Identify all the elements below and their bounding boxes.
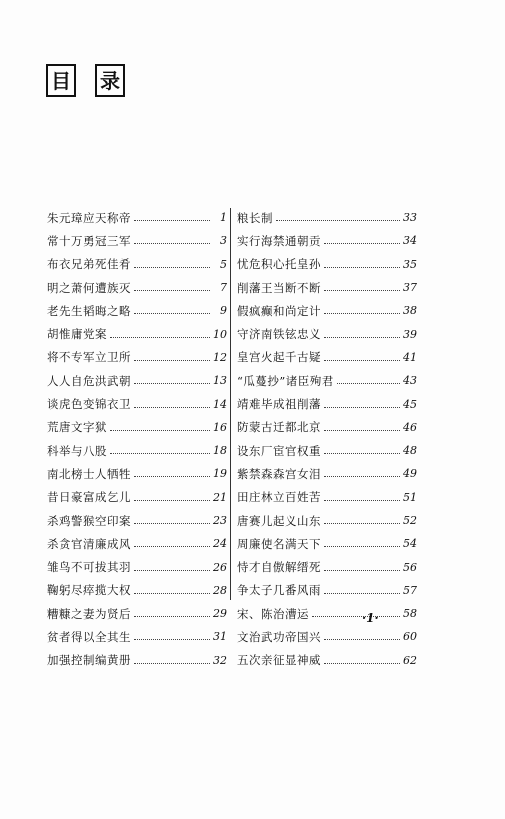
toc-entry: [47, 439, 227, 462]
toc-entry-title: “瓜蔓抄”诸臣殉君: [237, 373, 334, 388]
toc-entry: [47, 299, 227, 322]
toc-entry: [237, 625, 417, 648]
toc-entry: [237, 462, 417, 485]
toc-entry-page: 37: [403, 281, 417, 295]
toc-entry: [237, 206, 417, 229]
toc-leader-dots: [324, 360, 400, 361]
toc-leader-dots: [276, 220, 400, 221]
toc-entry-page: 35: [403, 257, 417, 271]
toc-entry-page: 46: [403, 420, 417, 434]
toc-entry-title: 粮长制: [237, 210, 273, 225]
toc-entry: [237, 299, 417, 322]
toc-entry: [237, 602, 417, 625]
toc-entry-page: 1: [220, 211, 227, 225]
toc-entry-title: 唐赛儿起义山东: [237, 513, 321, 528]
toc-leader-dots: [134, 500, 210, 501]
toc-entry-title: 明之萧何遭族灭: [47, 280, 131, 295]
toc-leader-dots: [324, 570, 400, 571]
toc-entry-title: 鞠躬尽瘁揽大权: [47, 583, 131, 598]
toc-leader-dots: [324, 546, 400, 547]
toc-leader-dots: [324, 663, 400, 664]
toc-leader-dots: [324, 290, 400, 291]
toc-entry-title: 田庄林立百姓苦: [237, 490, 321, 505]
toc-entry-page: 19: [213, 467, 227, 481]
toc-entry-title: 将不专军立卫所: [47, 350, 131, 365]
toc-entry-page: 29: [213, 607, 227, 621]
toc-entry: [47, 532, 227, 555]
toc-entry-page: 13: [213, 374, 227, 388]
toc-entry-title: 皇宫火起千古疑: [237, 350, 321, 365]
toc-entry: [47, 509, 227, 532]
toc-entry-page: 28: [213, 583, 227, 597]
toc-leader-dots: [324, 639, 400, 640]
toc-entry: [47, 229, 227, 252]
toc-entry: [47, 392, 227, 415]
table-of-contents: [47, 206, 419, 668]
toc-leader-dots: [134, 523, 210, 524]
toc-leader-dots: [134, 570, 210, 571]
toc-entry-title: 布衣兄弟死佳肴: [47, 257, 131, 272]
toc-leader-dots: [134, 476, 210, 477]
toc-entry: [237, 322, 417, 345]
toc-leader-dots: [134, 267, 210, 268]
toc-entry-page: 52: [403, 514, 417, 527]
toc-leader-dots: [134, 663, 210, 664]
toc-entry-page: 26: [213, 560, 227, 574]
toc-entry: [237, 486, 417, 509]
toc-leader-dots: [324, 430, 400, 431]
toc-entry-page: 3: [220, 234, 227, 248]
toc-entry-title: 周廉使名满天下: [237, 536, 321, 551]
toc-entry: [47, 555, 227, 578]
toc-leader-dots: [324, 476, 400, 477]
toc-entry: [237, 532, 417, 555]
toc-entry: [237, 392, 417, 415]
toc-entry: [237, 649, 417, 672]
title-char-2-box: [95, 64, 125, 97]
toc-entry: [237, 253, 417, 276]
title-char-2: 录: [100, 68, 120, 93]
toc-entry: [47, 649, 227, 672]
toc-entry-page: 32: [213, 653, 227, 667]
toc-entry: [47, 579, 227, 602]
toc-entry-page: 21: [213, 490, 227, 504]
toc-entry: [237, 276, 417, 299]
toc-entry-title: 争太子几番风雨: [237, 583, 321, 598]
toc-leader-dots: [324, 243, 400, 244]
toc-entry-title: 设东厂宦官权重: [237, 443, 321, 458]
toc-entry: [47, 416, 227, 439]
toc-entry-page: 18: [213, 444, 227, 458]
toc-entry-title: 忧危积心托皇孙: [237, 257, 321, 272]
toc-leader-dots: [134, 290, 210, 291]
toc-entry-page: 16: [213, 420, 227, 434]
toc-entry-title: 谈虎色变锦衣卫: [47, 397, 131, 412]
toc-leader-dots: [337, 383, 400, 384]
toc-leader-dots: [134, 383, 210, 384]
toc-entry: [47, 253, 227, 276]
toc-entry-title: 假疯癫和尚定计: [237, 303, 321, 318]
toc-entry-title: 雏鸟不可拔其羽: [47, 560, 131, 575]
toc-entry: [47, 486, 227, 509]
toc-leader-dots: [324, 267, 400, 268]
toc-entry-title: 宋、陈治漕运: [237, 606, 309, 621]
toc-leader-dots: [324, 500, 400, 501]
toc-entry-title: 糟糠之妻为贤后: [47, 606, 131, 621]
toc-entry: [237, 416, 417, 439]
toc-entry-title: 削藩王当断不断: [237, 280, 321, 295]
toc-left-column: [47, 206, 227, 672]
toc-entry: [237, 229, 417, 252]
toc-entry: [237, 579, 417, 602]
toc-entry: [47, 602, 227, 625]
toc-leader-dots: [134, 360, 210, 361]
toc-leader-dots: [110, 453, 210, 454]
toc-entry-page: 33: [403, 211, 417, 225]
toc-leader-dots: [324, 523, 400, 524]
toc-leader-dots: [134, 313, 210, 314]
toc-entry-title: 人人自危洪武朝: [47, 373, 131, 388]
toc-entry: [47, 322, 227, 345]
toc-entry-page: 39: [403, 327, 417, 341]
toc-entry-title: 实行海禁通朝贡: [237, 233, 321, 248]
toc-entry-page: 9: [220, 304, 227, 318]
toc-entry-title: 防蒙古迁都北京: [237, 420, 321, 435]
toc-entry: [47, 276, 227, 299]
toc-leader-dots: [110, 337, 210, 338]
toc-entry: [237, 346, 417, 369]
toc-entry: [237, 555, 417, 578]
toc-entry-title: 科举与八股: [47, 443, 107, 458]
toc-entry-page: 49: [403, 467, 417, 481]
toc-leader-dots: [324, 337, 400, 338]
toc-entry-page: 14: [213, 397, 227, 411]
toc-entry: [47, 346, 227, 369]
toc-entry-page: 10: [213, 327, 227, 341]
toc-entry-page: 34: [403, 234, 417, 248]
toc-entry-title: 南北榜士人牺牲: [47, 466, 131, 481]
toc-entry-page: 7: [220, 281, 227, 295]
toc-right-column: [237, 206, 417, 672]
toc-entry-page: 51: [403, 490, 417, 504]
toc-entry: [47, 206, 227, 229]
toc-entry-title: 朱元璋应天称帝: [47, 210, 131, 225]
toc-leader-dots: [324, 313, 400, 314]
toc-entry-title: 文治武功帝国兴: [237, 629, 321, 644]
toc-entry-page: 56: [403, 560, 417, 574]
toc-entry-page: 48: [403, 444, 417, 458]
toc-entry-page: 41: [403, 350, 417, 364]
title-char-1: 目: [51, 68, 71, 93]
toc-entry-page: 23: [213, 514, 227, 527]
toc-entry-title: 老先生韬晦之略: [47, 303, 131, 318]
toc-entry: [237, 509, 417, 532]
toc-leader-dots: [134, 639, 210, 640]
toc-leader-dots: [134, 616, 210, 617]
toc-entry: [237, 369, 417, 392]
toc-entry-title: 贫者得以全其生: [47, 629, 131, 644]
toc-leader-dots: [110, 430, 210, 431]
toc-entry-title: 靖难毕成祖削藩: [237, 397, 321, 412]
toc-entry-page: 57: [403, 583, 417, 597]
toc-entry: [47, 625, 227, 648]
toc-leader-dots: [134, 546, 210, 547]
page-number: ·1·: [362, 611, 379, 625]
toc-entry-title: 杀贪官清廉成风: [47, 536, 131, 551]
title-char-1-box: [46, 64, 76, 97]
toc-entry-title: 胡惟庸党案: [47, 327, 107, 342]
column-divider: [230, 208, 231, 600]
toc-leader-dots: [134, 593, 210, 594]
toc-entry-page: 31: [213, 630, 227, 644]
toc-entry-title: 加强控制编黄册: [47, 653, 131, 668]
toc-entry-page: 62: [403, 653, 417, 667]
toc-entry: [47, 462, 227, 485]
toc-entry-page: 60: [403, 630, 417, 644]
toc-entry-page: 43: [403, 374, 417, 388]
toc-entry: [237, 439, 417, 462]
toc-entry-title: 杀鸡警猴空印案: [47, 513, 131, 528]
toc-entry: [47, 369, 227, 392]
toc-leader-dots: [134, 243, 210, 244]
toc-entry-page: 12: [213, 350, 227, 364]
toc-entry-page: 58: [403, 607, 417, 621]
toc-entry-title: 守济南铁铉忠义: [237, 327, 321, 342]
toc-entry-page: 45: [403, 397, 417, 411]
toc-leader-dots: [324, 593, 400, 594]
toc-entry-page: 24: [213, 537, 227, 551]
toc-entry-title: 五次亲征显神威: [237, 653, 321, 668]
toc-entry-page: 54: [403, 537, 417, 551]
toc-leader-dots: [324, 453, 400, 454]
toc-leader-dots: [312, 616, 400, 617]
toc-entry-title: 荒唐文字狱: [47, 420, 107, 435]
toc-leader-dots: [134, 407, 210, 408]
toc-entry-page: 5: [220, 257, 227, 271]
toc-entry-title: 恃才自傲解缙死: [237, 560, 321, 575]
toc-entry-title: 常十万勇冠三军: [47, 233, 131, 248]
toc-entry-title: 紫禁森森宫女泪: [237, 466, 321, 481]
toc-entry-page: 38: [403, 304, 417, 318]
toc-leader-dots: [324, 407, 400, 408]
toc-entry-title: 昔日豪富成乞儿: [47, 490, 131, 505]
toc-leader-dots: [134, 220, 210, 221]
